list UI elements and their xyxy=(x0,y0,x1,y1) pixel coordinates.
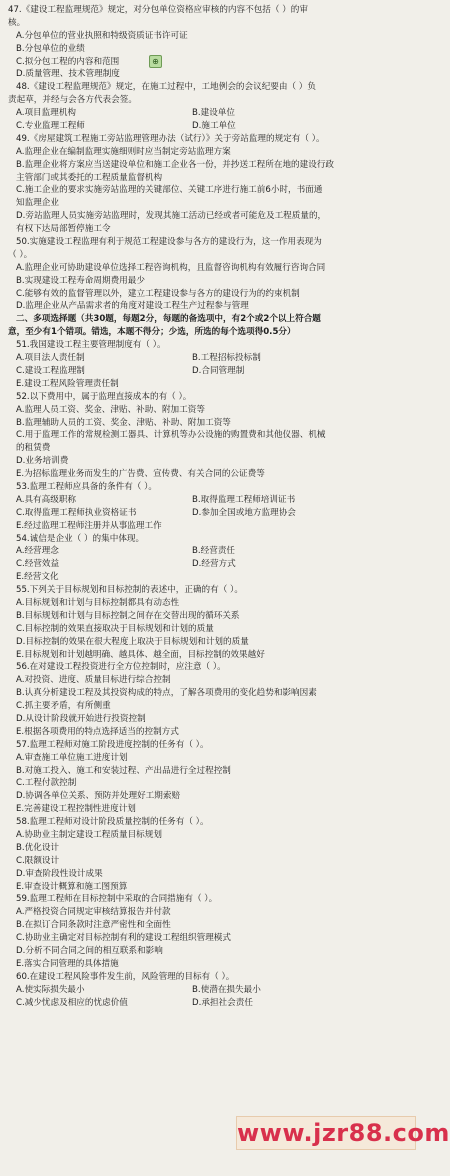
text-line: 52.以下费用中，属于监理直接成本的有（ ）。 xyxy=(16,391,192,402)
option-row xyxy=(8,558,412,571)
option-right: D.施工单位 xyxy=(192,121,236,132)
text-line: C.用于监理工作的常规检测工器具、计算机等办公设施的购置费和其他仪器、机械 xyxy=(16,430,326,441)
text-line: A.对投资、进度、质量目标进行综合控制 xyxy=(16,675,171,686)
text-line: A.协助业主制定建设工程质量目标规划 xyxy=(16,830,162,840)
text-line: C.限额设计 xyxy=(16,855,60,866)
text-line: 47.《建设工程监理规范》规定，对分包单位资格应审核的内容不包括（ ）的审 xyxy=(8,5,308,15)
option-row xyxy=(8,997,412,1010)
text-line: E.根据各项费用的特点选择适当的控制方式 xyxy=(16,726,179,737)
text-line: C.目标控制的效果直接取决于目标规划和计划的质量 xyxy=(16,623,214,634)
option-row xyxy=(8,545,412,558)
text-line: A.目标规划和计划与目标控制都具有动态性 xyxy=(16,597,180,608)
text-line: 二、多项选择题（共30题，每题2分，每题的备选项中，有2个或2个以上符合题 xyxy=(16,314,321,325)
option-right: D.参加全国或地方监理协会 xyxy=(192,507,296,518)
text-line: A.监理企业在编制监理实施细则时应当制定旁站监理方案 xyxy=(16,146,231,157)
text-line: E.建设工程风险管理责任制 xyxy=(16,378,119,389)
option-right: B.建设单位 xyxy=(192,108,236,119)
option-row xyxy=(8,107,412,120)
text-line: C.抓主要矛盾，有所侧重 xyxy=(16,701,111,712)
text-line: D.审查阶段性设计成果 xyxy=(16,868,103,879)
option-left: A.使实际损失最小 xyxy=(16,984,85,995)
text-line: A.监理企业可协助建设单位选择工程咨询机构，且监督咨询机构有效履行咨询合同 xyxy=(16,262,326,273)
text-line: C.施工企业的要求实施旁站监理的关键部位、关键工序进行施工前6小时，书面通 xyxy=(16,185,323,196)
text-line: D.质量管理、技术管理制度 xyxy=(16,69,120,80)
option-right: B.经营责任 xyxy=(192,546,236,557)
text-line: D.分析不同合同之间的相互联系和影响 xyxy=(16,946,163,957)
option-left: A.具有高级职称 xyxy=(16,494,77,505)
text-line: 核。 xyxy=(8,17,26,28)
text-line: E.为招标监理业务而发生的广告费、宣传费、有关合同的公证费等 xyxy=(16,469,265,480)
text-line: D.协调各单位关系、预防并处理好工期索赔 xyxy=(16,791,181,802)
text-line: 责起草，并经与会各方代表会签。 xyxy=(8,95,137,106)
text-line: （ ）。 xyxy=(8,249,33,260)
text-line: B.对施工投入、施工和安装过程、产出品进行全过程控制 xyxy=(16,765,231,776)
text-line: D.旁站监理人员实施旁站监理时，发现其施工活动已经或者可能危及工程质量的， xyxy=(16,211,327,222)
option-right: B.取得监理工程师培训证书 xyxy=(192,494,296,505)
text-line: 意，至少有1个错项。错选，本题不得分；少选，所选的每个选项得0.5分） xyxy=(8,327,296,338)
text-line: 有权下达局部暂停施工令 xyxy=(16,224,111,235)
option-left: C.建设工程监理制 xyxy=(16,365,85,376)
text-line: 51.我国建设工程主要管理制度有（ ）。 xyxy=(16,340,166,351)
text-line: D.监理企业从产品需求者的角度对建设工程生产过程参与管理 xyxy=(16,301,249,312)
option-right: D.承担社会责任 xyxy=(192,997,253,1008)
option-row xyxy=(8,984,412,997)
text-line: B.监理辅助人员的工资、奖金、津贴、补助、附加工资等 xyxy=(16,417,231,428)
text-line: A.分包单位的营业执照和特级资质证书许可证 xyxy=(16,30,188,41)
text-line: 58.监理工程师对设计阶段质量控制的任务有（ ）。 xyxy=(16,817,209,828)
text-line: E.落实合同管理的具体措施 xyxy=(16,958,119,969)
option-left: C.专业监理工程师 xyxy=(16,121,85,132)
text-line: 60.在建设工程风险事件发生前，风险管理的目标有（ ）。 xyxy=(16,971,235,982)
text-line: E.经营文化 xyxy=(16,572,59,583)
text-line: B.监理企业将方案应当送建设单位和施工企业各一份，并抄送工程所在地的建设行政 xyxy=(16,159,335,170)
text-line: 49.《房屋建筑工程施工旁站监理管理办法（试行）》关于旁站监理的规定有（ ）。 xyxy=(16,133,325,144)
text-line: 55.下列关于目标规划和目标控制的表述中，正确的有（ ）。 xyxy=(16,585,243,596)
site-watermark: www.jzr88.com xyxy=(236,1116,416,1150)
text-line: B.目标规划和计划与目标控制之间存在交替出现的循环关系 xyxy=(16,610,240,621)
text-line: E.目标规划和计划越明确、越具体、越全面，目标控制的效果越好 xyxy=(16,649,265,660)
text-line: C.协助业主确定对目标控制有利的建设工程组织管理模式 xyxy=(16,933,231,944)
text-line: B.实现建设工程寿命周期费用最少 xyxy=(16,275,145,286)
text-line: 知监理企业 xyxy=(16,198,59,209)
text-line: 53.监理工程师应具备的条件有（ ）。 xyxy=(16,481,158,492)
option-right: D.经营方式 xyxy=(192,559,236,570)
text-line: D.从设计阶段就开始进行投资控制 xyxy=(16,713,146,724)
option-left: A.项目法人责任制 xyxy=(16,353,85,364)
option-row xyxy=(8,120,412,133)
option-row xyxy=(8,494,412,507)
option-left: C.取得监理工程师执业资格证书 xyxy=(16,507,137,518)
text-line: C.拟分包工程的内容和范围 xyxy=(16,56,120,67)
text-line: 50.实施建设工程监理有利于规范工程建设参与各方的建设行为，这一作用表现为 xyxy=(16,237,322,248)
text-line: B.认真分析建设工程及其投资构成的特点，了解各项费用的变化趋势和影响因素 xyxy=(16,688,317,699)
text-line: C.工程付款控制 xyxy=(16,778,77,789)
option-left: A.经营理念 xyxy=(16,546,59,557)
text-line: E.经过监理工程师注册并从事监理工作 xyxy=(16,520,162,531)
option-row xyxy=(8,352,412,365)
text-line: A.审查施工单位施工进度计划 xyxy=(16,752,128,763)
option-left: A.项目监理机构 xyxy=(16,108,77,119)
option-right: B.工程招标投标制 xyxy=(192,353,261,364)
text-line: B.分包单位的业绩 xyxy=(16,43,85,54)
text-line: 56.在对建设工程投资进行全方位控制时，应注意（ ）。 xyxy=(16,662,226,673)
text-line: 48.《建设工程监理规范》规定，在施工过程中，工地例会的会议纪要由（ ）负 xyxy=(16,82,316,93)
text-line: 的租赁费 xyxy=(16,443,51,454)
text-line: A.严格投资合同规定审核结算报告并付款 xyxy=(16,907,171,918)
option-left: C.减少忧虑及相应的忧虑价值 xyxy=(16,997,128,1008)
text-line: E.审查设计概算和施工图预算 xyxy=(16,881,128,892)
text-line: E.完善建设工程控制性进度计划 xyxy=(16,804,136,815)
option-right: D.合同管理制 xyxy=(192,365,245,376)
text-line: B.在拟订合同条款时注意严密性和全面性 xyxy=(16,920,171,931)
add-note-icon[interactable]: ⊕ xyxy=(149,55,162,68)
text-line: 57.监理工程师对施工阶段进度控制的任务有（ ）。 xyxy=(16,739,209,750)
text-line: 54.诚信是企业（ ）的集中体现。 xyxy=(16,533,145,544)
text-line: A.监理人员工资、奖金、津贴、补助、附加工资等 xyxy=(16,404,205,415)
text-line: B.优化设计 xyxy=(16,842,60,853)
text-line: 主管部门或其委托的工程质量监督机构 xyxy=(16,172,163,183)
text-line: C.能够有效的监督管理以外，建立工程建设参与各方的建设行为的约束机制 xyxy=(16,288,300,299)
option-row xyxy=(8,507,412,520)
option-left: C.经营效益 xyxy=(16,559,60,570)
text-line: 59.监理工程师在目标控制中采取的合同措施有（ ）。 xyxy=(16,894,218,905)
text-line: D.目标控制的效果在很大程度上取决于目标规划和计划的质量 xyxy=(16,636,249,647)
text-line: D.业务培训费 xyxy=(16,456,69,467)
option-right: B.使潜在损失最小 xyxy=(192,984,261,995)
option-row xyxy=(8,365,412,378)
